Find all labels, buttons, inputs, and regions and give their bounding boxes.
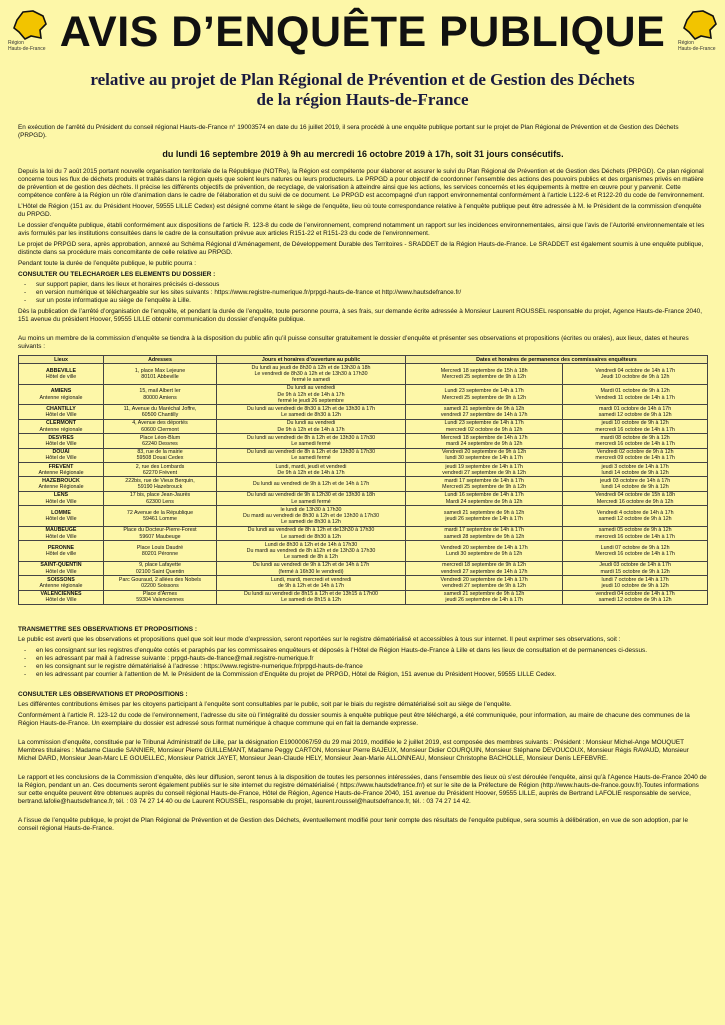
table-row	[19, 405, 708, 419]
table-row	[19, 576, 708, 590]
place-site: Antenne Régionale	[38, 484, 84, 491]
table-cell-address: Parc Gouraud, 2 allées des Nobels 02200 Soissons	[104, 576, 217, 590]
table-cell-address: 72 Avenue de la République 59461 Lomme	[104, 506, 217, 527]
paragraph: Le dossier d’enquête publique, établi conformément aux dispositions de l’article R. 123-8 du code de l’environnement, comprend notamment un rapport sur les incidences environnementales, ainsi que l’avis de l’Autorité environnementale et les avis formulés par les institutions consultées dans le cadre de la consultation prévue aux articles R151-22 et R151-23 du code de l’environnement.	[18, 222, 705, 237]
table-cell-perm2: Vendredi 02 octobre de 9h à 12h mercredi 09 octobre de 14h à 17h	[563, 448, 708, 462]
logo-caption-1: Région	[8, 40, 24, 46]
paragraph: L’Hôtel de Région (151 av. du Président Hoover, 59555 LILLE Cedex) est désigné comme étant le siège de l’enquête, lieu où toute correspondance relative à l’enquête publique peut être adressée à M. le Président de la commission d’enquête du PRPGD.	[18, 203, 702, 218]
table-cell-perm2: Mardi 01 octobre de 9h à 12h Vendredi 11 octobre de 14h à 17h	[563, 384, 708, 405]
table-cell-place	[19, 576, 104, 590]
list-item: - sur support papier, dans les lieux et horaires précisés ci-dessous	[36, 281, 708, 289]
publication-paragraph: Dès la publication de l’arrêté d’organisation de l’enquête, et pendant la durée de l’enquête, toute personne pourra, à ses frais, sur demande écrite adressée à Monsieur Laurent ROUSSEL responsable du projet, Agence Hauts-de-France 2040, 151 avenue du président Hoover, 59555 LILLE obtenir communication du dossier d’enquête publique.	[18, 308, 702, 323]
logo-caption-2: Hauts-de-France	[8, 46, 46, 52]
column-header: Adresses	[104, 356, 217, 364]
table-cell-perm2: Vendredi 04 octobre de 14h à 17h Jeudi 10 octobre de 9h à 12h	[563, 364, 708, 385]
table-cell-place	[19, 405, 104, 419]
place-city: PERONNE	[47, 544, 75, 551]
table-cell-perm1: Mercredi 18 septembre de 14h à 17h mardi 24 septembre de 9h à 12h	[406, 434, 563, 448]
permanence-table	[18, 355, 708, 605]
table-row	[19, 448, 708, 462]
table-cell-perm1: Lundi 16 septembre de 14h à 17h Mardi 24 septembre de 9h à 12h	[406, 491, 563, 505]
paragraph: Depuis la loi du 7 août 2015 portant nouvelle organisation territoriale de la République (NOTRe), la Région est compétente pour élaborer et assurer le suivi du Plan Régional de Prévention et de Gestion des Déchets (PRPGD). Ce plan régional concerne tous les flux de déchets produits et traités dans la région quels que soient leurs natures ou leurs producteurs. Le PRPGD a pour objectif de coordonner l’ensemble des actions des pouvoirs publics et des organismes privés en matière de prévention et de gestion des déchets. Il précise les différents objectifs de prévention, de recyclage, de valorisation à atteindre ainsi que les actions, les services concernés et les équipements à mettre en œuvre pour y parvenir. Cette compétence confère à la Région un rôle d’animation dans le cadre de l’élaboration et du suivi de ce document. Le PRPGD est accompagné d’un rapport environnemental conformément à l’article L122-6 et R122-20 du code de l’environnement.	[18, 168, 705, 199]
table-cell-perm2: mardi 01 octobre de 14h à 17h samedi 12 octobre de 9h à 12h	[563, 405, 708, 419]
table-cell-address: Place Louis Daudré 80201 Péronne	[104, 541, 217, 562]
table-cell-perm2: Jeudi 03 octobre de 14h à 17h mardi 15 octobre de 9h à 12h	[563, 561, 708, 575]
table-cell-address: 15, mail Albert Ier 80000 Amiens	[104, 384, 217, 405]
table-cell-place	[19, 561, 104, 575]
intro-paragraph: En exécution de l’arrêté du Président du conseil régional Hauts-de-France n° 19003574 en date du 16 juillet 2019, il sera procédé à une enquête publique portant sur le projet de Plan Régional de Prévention et de Gestion des Déchets (PRPGD).	[18, 124, 679, 139]
table-row	[19, 434, 708, 448]
report-paragraph: Le rapport et les conclusions de la Commission d’enquête, dès leur diffusion, seront tenus à la disposition de toutes les personnes intéressées, dans l’ensemble des lieux où s’est déroulée l’enquête, ainsi qu’à l’Agence Hauts-de-France 2040 de la Région, pendant un an. Ces documents seront également publiés sur le site internet du registre dématérialisé ( https://www.hautsdefrance.fr/) et sur le site de la Préfecture de Région (http://www.hauts-de-france.gouv.fr).Toutes informations sur cette enquête peuvent être obtenues auprès du conseil régional Hauts-de-France, Hôtel de Région, Agence Hauts-de-France 2040, 151 avenue du Président Hoover, 59555 LILLE, auprès de Bertrand LAFOLIE responsable de service, bertrand.lafolie@hautsdefrance.fr, tél. : 03 74 27 14 40 ou de Laurent ROUSSEL, responsable du projet, laurent.roussel@hautsdefrance.fr, tél. : 03 74 27 14 42.	[18, 774, 707, 806]
place-city: MAUBEUGE	[45, 527, 77, 534]
table-row	[19, 384, 708, 405]
place-site: Hôtel de Ville	[45, 498, 77, 505]
place-site: Hôtel de Ville	[45, 440, 77, 447]
place-site: Hôtel de Ville	[45, 533, 77, 540]
place-city: CLERMONT	[45, 420, 76, 427]
table-cell-place	[19, 526, 104, 540]
table-cell-hours: Du lundi au vendredi de 9h à 12h et de 14h à 17h (fermé à 16h30 le vendredi)	[217, 561, 406, 575]
place-city: FREVENT	[48, 463, 74, 470]
consult-heading: CONSULTER OU TELECHARGER LES ELEMENTS DU DOSSIER :	[18, 271, 216, 278]
table-cell-address: 83, rue de la mairie 59508 Douai Cedex	[104, 448, 217, 462]
place-site: Hôtel de Ville	[45, 455, 77, 462]
table-row	[19, 491, 708, 505]
subtitle-line-1: relative au projet de Plan Régional de Prévention et de Gestion des Déchets	[90, 70, 635, 89]
paragraph: Conformément à l’article R. 123-12 du code de l’environnement, l’adresse du site où l’intégralité du dossier soumis à enquête publique peut être téléchargé, a été communiquée, pour information, au maire de chacune des communes de la Région Hauts-de-France. Un exemplaire du dossier est adressé sous format numérique à chaque commune qui en fait la demande expresse.	[18, 712, 690, 728]
place-city: LOMME	[51, 509, 71, 516]
table-cell-perm2: mardi 08 octobre de 9h à 12h mercredi 16 octobre de 14h à 17h	[563, 434, 708, 448]
column-header: Dates et horaires de permanence des commissaires enquêteurs	[406, 356, 708, 364]
list-item: - en version numérique et téléchargeable sur les sites suivants : https://www.registre-numerique.fr/prpgd-hauts-de-france et http://www.hautsdefrance.fr/	[36, 289, 708, 297]
table-cell-perm1: Lundi 23 septembre de 14h à 17h mercredi 02 octobre de 9h à 12h	[406, 419, 563, 433]
list-item: - en les adressant par courrier à l’attention de M. le Président de la Commission d’Enquête du projet de PRPGD, Hôtel de Région, 151 avenue du Président Hoover, 59555 LILLE Cedex.	[36, 671, 708, 679]
place-city: CHANTILLY	[46, 405, 76, 412]
logo-caption-1: Région	[678, 40, 694, 46]
table-cell-hours: Du lundi au vendredi de 8h à 12h et de 13h30 à 17h30 Le samedi fermé	[217, 434, 406, 448]
subtitle-line-2: de la région Hauts-de-France	[256, 90, 469, 109]
table-cell-perm1: Vendredi 20 septembre de 14h à 17h Lundi 30 septembre de 9h à 12h	[406, 541, 563, 562]
place-city: VALENCIENNES	[40, 591, 82, 598]
table-cell-hours: Lundi, mardi, mercredi et vendredi de 9h à 12h et de 14h à 17h	[217, 576, 406, 590]
table-cell-place	[19, 384, 104, 405]
table-cell-place	[19, 506, 104, 527]
place-city: SOISSONS	[47, 576, 75, 583]
table-cell-perm2: jeudi 3 octobre de 14h à 17h lundi 14 octobre de 9h à 12h	[563, 463, 708, 477]
table-cell-place	[19, 463, 104, 477]
place-city: AMIENS	[50, 388, 72, 395]
place-site: Antenne régionale	[39, 394, 83, 401]
table-cell-perm2: lundi 7 octobre de 14h à 17h jeudi 10 octobre de 9h à 12h	[563, 576, 708, 590]
table-cell-hours: Du lundi au vendredi de 9h à 12h et de 14h à 17h	[217, 477, 406, 491]
table-cell-place	[19, 491, 104, 505]
place-site: Antenne régionale	[39, 583, 83, 589]
final-paragraph: A l’issue de l’enquête publique, le projet de Plan Régional de Prévention et de Gestion des Déchets, éventuellement modifié pour tenir compte des résultats de l’enquête publique, sera soumis à délibération, en vue de son adoption, par le conseil régional Hauts-de-France.	[18, 817, 689, 833]
table-cell-place	[19, 419, 104, 433]
table-cell-address: Place du Docteur-Pierre-Forest 59607 Maubeuge	[104, 526, 217, 540]
table-cell-place	[19, 590, 104, 604]
table-cell-address: 11, Avenue du Maréchal Joffre, 60500 Chantilly	[104, 405, 217, 419]
table-cell-address: Place Léon-Blum 62240 Desvres	[104, 434, 217, 448]
table-row	[19, 541, 708, 562]
table-cell-address: 1, place Max Lejeune 80101 Abbeville	[104, 364, 217, 385]
table-cell-hours: Du lundi au vendredi de 8h15 à 12h et de 13h15 à 17h00 Le samedi de 8h15 à 12h	[217, 590, 406, 604]
table-cell-perm1: samedi 21 septembre de 9h à 12h jeudi 26 septembre de 14h à 17h	[406, 590, 563, 604]
place-site: Antenne Régionale	[38, 469, 84, 476]
table-cell-perm2: Vendredi 4 octobre de 14h à 17h samedi 12 octobre de 9h à 12h	[563, 506, 708, 527]
place-site: Hôtel de Ville	[45, 516, 77, 523]
enquiry-dates: du lundi 16 septembre 2019 à 9h au mercredi 16 octobre 2019 à 17h, soit 31 jours consécutifs.	[162, 149, 564, 159]
logo-caption-2: Hauts-de-France	[678, 46, 716, 52]
table-cell-address: 9, place Lafayette 02100 Saint Quentin	[104, 561, 217, 575]
table-cell-hours: Du lundi au vendredi de 8h à 12h et de13h30 à 17h30 Le samedi de 8h30 à 12h	[217, 526, 406, 540]
table-cell-perm1: mardi 17 septembre de 14h à 17h samedi 28 septembre de 9h à 12h	[406, 526, 563, 540]
table-cell-hours: Lundi, mardi, jeudi et vendredi De 9h à 12h et de 14h à 17h	[217, 463, 406, 477]
table-row	[19, 463, 708, 477]
table-cell-hours: Du lundi au vendredi de 9h à 12h30 et de 13h30 à 18h Le samedi fermé	[217, 491, 406, 505]
table-cell-place	[19, 434, 104, 448]
place-site: Hôtel de ville	[45, 374, 77, 380]
table-cell-hours: Du lundi au vendredi De 9h à 12h et de 14h à 17h	[217, 419, 406, 433]
table-row	[19, 526, 708, 540]
table-row	[19, 364, 708, 385]
table-cell-perm1: mardi 17 septembre de 14h à 17h Mercredi 25 septembre de 9h à 12h	[406, 477, 563, 491]
table-intro: Au moins un membre de la commission d’enquête se tiendra à la disposition du public afin qu’il puisse consulter gratuitement le dossier d’enquête et présenter ses observations et propositions (écrites ou orales), aux lieux, dates et heures suivants :	[18, 335, 689, 350]
table-body	[19, 364, 708, 605]
header	[0, 6, 725, 64]
table-cell-address: Place d’Armes 59304 Valenciennes	[104, 590, 217, 604]
list-item: - en les adressant par mail à l’adresse suivante : prpgd-hauts-de-france@mail.registre-numerique.fr	[36, 655, 708, 663]
column-header: Lieux	[19, 356, 104, 364]
table-cell-perm1: jeudi 19 septembre de 14h à 17h vendredi 27 septembre de 9h à 12h	[406, 463, 563, 477]
transmit-heading: TRANSMETTRE SES OBSERVATIONS ET PROPOSITIONS :	[18, 626, 197, 634]
table-cell-hours: Du lundi au jeudi de 8h30 à 12h et de 13h30 à 18h Le vendredi de 8h30 à 12h et de 13h30 à 17h30 fermé le samedi	[217, 364, 406, 385]
transmit-intro: Le public est averti que les observations et propositions quel que soit leur mode d’expression, seront reportées sur le registre dématérialisé et accessibles à tous sur internet. Il peut exprimer ses observations, soit :	[18, 636, 621, 644]
table-cell-hours: le lundi de 13h30 à 17h30 Du mardi au vendredi de 8h30 à 12h et de 13h30 à 17h30 Le samedi de 8h30 à 12h	[217, 506, 406, 527]
region-logo-right	[676, 10, 724, 52]
table-cell-perm1: Mercredi 18 septembre de 15h à 18h Mercredi 25 septembre de 9h à 12h	[406, 364, 563, 385]
place-city: DOUAI	[52, 449, 70, 456]
consult-list	[18, 281, 708, 305]
place-site: Hôtel de Ville	[45, 568, 77, 575]
table-cell-address: 4, Avenue des déportés 60600 Clermont	[104, 419, 217, 433]
table-cell-hours: Du lundi au vendredi de 8h à 12h et de 13h30 à 17h30 Le samedi fermé	[217, 448, 406, 462]
list-item: - en les consignant sur le registre dématérialisé à l’adresse : https://www.registre-numerique.fr/prpgd-hauts-de-france	[36, 663, 708, 671]
place-site: Hôtel de ville	[45, 551, 77, 558]
table-cell-perm2: jeudi 03 octobre de 14h à 17h lundi 14 octobre de 9h à 12h	[563, 477, 708, 491]
table-cell-perm2: Vendredi 04 octobre de 15h à 18h Mercredi 16 octobre de 9h à 12h	[563, 491, 708, 505]
table-cell-perm2: Lundi 07 octobre de 9h à 12h Mercredi 16 octobre de 14h à 17h	[563, 541, 708, 562]
table-cell-hours: Du lundi au vendredi De 9h à 12h et de 14h à 17h fermé le jeudi 26 septembre	[217, 384, 406, 405]
table-cell-address: 2, rue des Lombards 62270 Frévent	[104, 463, 217, 477]
table-cell-perm1: samedi 21 septembre de 9h à 12h vendredi 27 septembre de 14h à 17h	[406, 405, 563, 419]
paragraph: Pendant toute la durée de l’enquête publique, le public pourra :	[18, 260, 197, 267]
place-city: ABBEVILLE	[45, 367, 77, 374]
place-city: LENS	[53, 492, 69, 499]
transmit-list	[18, 647, 708, 679]
table-cell-perm1: Vendredi 20 septembre de 9h à 12h lundi 30 septembre de 14h à 17h	[406, 448, 563, 462]
subtitle	[0, 70, 725, 110]
notice-body	[18, 124, 708, 836]
place-site: Hôtel de Ville	[45, 597, 77, 604]
place-city: SAINT-QUENTIN	[40, 562, 82, 569]
table-cell-place	[19, 477, 104, 491]
region-logo-icon	[683, 10, 717, 40]
table-cell-hours: Du lundi au vendredi de 8h30 à 12h et de 13h30 à 17h Le samedi de 8h30 à 12h	[217, 405, 406, 419]
table-cell-address: 17 bis, place Jean-Jaurès 62300 Lens	[104, 491, 217, 505]
table-row	[19, 561, 708, 575]
place-site: Antenne régionale	[39, 426, 83, 433]
page-title: AVIS D’ENQUÊTE PUBLIQUE	[59, 8, 666, 56]
table-row	[19, 590, 708, 604]
table-cell-perm2: jeudi 10 octobre de 9h à 12h mercredi 16 octobre de 14h à 17h	[563, 419, 708, 433]
table-header-row	[19, 356, 708, 364]
place-city: DESVRES	[48, 434, 74, 441]
table-cell-perm1: Vendredi 20 septembre de 14h à 17h vendredi 27 septembre de 9h à 12h	[406, 576, 563, 590]
list-item: - en les consignant sur les registres d’enquête cotés et paraphés par les commissaires enquêteurs et déposés à l’Hôtel de Région Hauts-de-France à Lille et dans les lieux de consultation et de permanences ci-dessus.	[36, 647, 708, 655]
column-header: Jours et horaires d’ouverture au public	[217, 356, 406, 364]
table-row	[19, 506, 708, 527]
table-cell-perm2: samedi 05 octobre de 9h à 12h mercredi 16 octobre de 14h à 17h	[563, 526, 708, 540]
commission-paragraph: La commission d’enquête, constituée par le Tribunal Administratif de Lille, par la désignation E19000067/59 du 29 mai 2019, modifiée le 2 juillet 2019, est composée des membres suivants : Président : Monsieur Michel-Ange MOUQUET Membres titulaires : Madame Claudie SANNIER, Monsieur Pierre GUILLEMANT, Madame Peggy CARTON, Monsieur Pierre BAJEUX, Monsieur Didier COURQUIN, Monsieur Stéphane DEVOUCOUX, Monsieur Régis RAVAUD, Monsieur Michel DARD, Monsieur Jean-Marc LE GOUELLEC, Monsieur Patrick JAYET, Monsieur Jean-Claude HELY, Monsieur Jean-Marie ALLONNEAU, Monsieur Christophe BACHOLLE, Monsieur Denis LEFEBVRE.	[18, 739, 689, 763]
table-cell-perm1: samedi 21 septembre de 9h à 12h jeudi 26 septembre de 14h à 17h	[406, 506, 563, 527]
table-cell-place	[19, 364, 104, 385]
paragraph: Les différentes contributions émises par les citoyens participant à l’enquête sont consultables par le public, soit par le biais du registre dématérialisé soit au siège de l’enquête.	[18, 701, 512, 709]
paragraph: Le projet de PRPGD sera, après approbation, annexé au Schéma Régional d’Aménagement, de Développement Durable des Territoires - SRADDET de la Région Hauts-de-France. Le SRADDET est également soumis à une enquête publique, distincte dans sa procédure mais concomitante de celle relative au PRPGD.	[18, 241, 704, 256]
table-cell-perm1: Lundi 23 septembre de 14h à 17h Mercredi 25 septembre de 9h à 12h	[406, 384, 563, 405]
place-city: HAZEBROUCK	[42, 477, 80, 484]
table-row	[19, 419, 708, 433]
table-cell-perm2: vendredi 04 octobre de 14h à 17h samedi 12 octobre de 9h à 12h	[563, 590, 708, 604]
list-item: - sur un poste informatique au siège de l’enquête à Lille.	[36, 297, 708, 305]
table-cell-place	[19, 541, 104, 562]
table-cell-perm1: mercredi 18 septembre de 9h à 12h vendredi 27 septembre de 14h à 17h	[406, 561, 563, 575]
consult-observations-heading: CONSULTER LES OBSERVATIONS ET PROPOSITIONS :	[18, 691, 188, 699]
table-cell-address: 222bis, rue de Vieux Berquin, 59190 Hazebrouck	[104, 477, 217, 491]
table-cell-place	[19, 448, 104, 462]
table-cell-hours: Lundi de 8h30 à 12h et de 14h à 17h30 Du mardi au vendredi de 8h à12h et de 13h30 à 17h30 Le samedi de 8h à 12h	[217, 541, 406, 562]
place-site: Hôtel de Ville	[45, 412, 77, 419]
table-row	[19, 477, 708, 491]
